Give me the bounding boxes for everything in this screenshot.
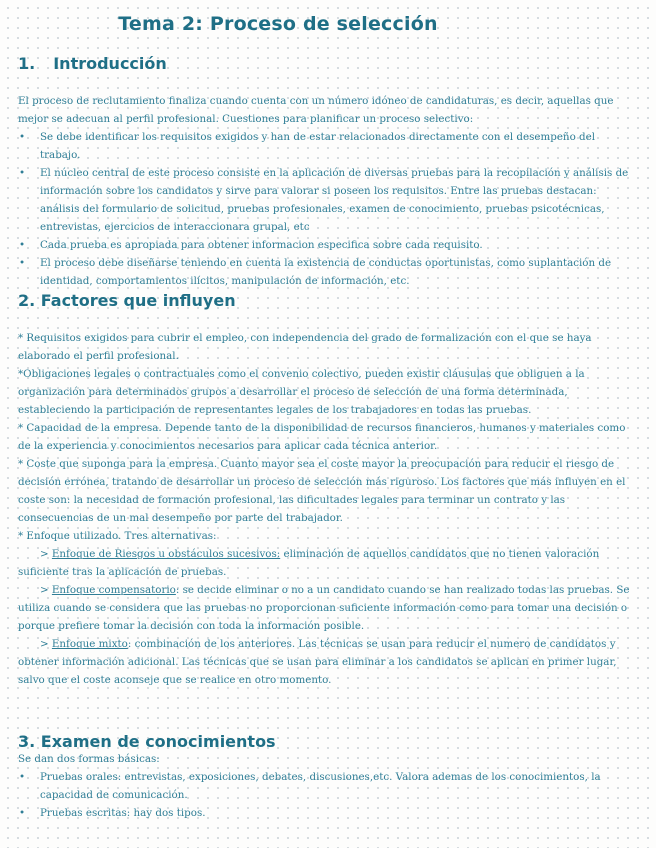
page-title: Tema 2: Proceso de selección <box>118 13 438 35</box>
enfoque-prefix: > <box>40 638 52 650</box>
introduccion-bullet-list <box>18 128 636 290</box>
enfoque-term: Enfoque mixto <box>51 638 128 650</box>
section-number: 1. <box>18 54 36 73</box>
introduccion-body <box>18 92 636 290</box>
section-heading-factores: 2. Factores que influyen <box>18 291 236 310</box>
enfoque-text: eliminación de aquellos candidatos que no tienen valoración suficiente tras la aplicación de pruebas. <box>18 548 600 578</box>
enfoque-item <box>18 581 636 635</box>
list-item: • Cada prueba es apropiada para obtener informacion especifica sobre cada requisito. <box>18 236 636 254</box>
examen-body <box>18 750 636 822</box>
enfoque-prefix: > <box>40 548 52 560</box>
examen-bullet-list <box>18 768 636 822</box>
introduccion-paragraph: El proceso de reclutamiento finaliza cuando cuenta con un número idóneo de candidaturas, es decir, aquellas que mejor se adecuan al perfil profesional. Cuestiones para planificar un proceso selectivo: <box>18 95 614 125</box>
enfoque-text: : combinación de los anteriores. Las técnicas se usan para reducir el numero de candidatos y obtener información adicional. Las técnicas que se usan para eliminar a los candidatos se aplican en primer lugar, salvo que el coste aconseje que se realice en otro momento. <box>18 638 617 686</box>
enfoque-prefix: > <box>40 584 52 596</box>
section-heading-examen: 3. Examen de conocimientos <box>18 732 276 751</box>
enfoque-item <box>18 635 636 689</box>
list-item: • El proceso debe diseñarse teniendo en cuenta la existencia de conductas oportunistas, como suplantación de identidad, comportamientos ilícitos, manipulación de información, etc. <box>18 254 636 290</box>
factor-item: * Coste que suponga para la empresa. Cuanto mayor sea el coste mayor la preocupación para reducir el riesgo de decisión errónea, tratando de desarrollar un proceso de selección más riguroso. Los factores que más influyen en el coste son: la necesidad de formación profesional, las dificultades legales para terminar un contrato y las consecuencias de un mal desempeño por parte del trabajador. <box>18 458 626 524</box>
list-item: • Pruebas escritas: hay dos tipos. <box>18 804 636 822</box>
list-item: • El núcleo central de este proceso consiste en la aplicación de diversas pruebas para la recopilación y análisis de información sobre los candidatos y sirve para valorar si poseen los requisitos. Entre las pruebas destacan: análisis del formulario de solicitud, pruebas profesionales, examen de conocimiento, pruebas psicotécnicas, entrevistas, ejercicios de interaccionara grupal, etc <box>18 164 636 236</box>
section-heading-introduccion <box>18 54 167 73</box>
factor-item: *Obligaciones legales o contractuales como el convenio colectivo, pueden existir cláusulas que obliguen a la organización para determinados grupos a desarrollar el proceso de selección de una forma determinada, estableciendo la participación de representantes legales de los trabajadores en todas las pruebas. <box>18 368 585 416</box>
section-title: Introducción <box>53 54 167 73</box>
enfoque-term: Enfoque de Riesgos u obstáculos sucesivos: <box>51 548 281 560</box>
list-item: • Se debe identificar los requisitos exigidos y han de estar relacionados directamente con el desempeño del trabajo. <box>18 128 636 164</box>
factor-item: * Requisitos exigidos para cubrir el empleo, con independencia del grado de formalización con el que se haya elaborado el perfil profesional. <box>18 332 592 362</box>
factor-item: * Enfoque utilizado. Tres alternativas: <box>18 530 217 542</box>
examen-intro: Se dan dos formas básicas: <box>18 753 160 765</box>
enfoque-item <box>18 545 636 581</box>
list-item: • Pruebas orales: entrevistas, exposiciones, debates, discusiones,etc. Valora ademas de los conocimientos, la capacidad de comunicación. <box>18 768 636 804</box>
enfoque-term: Enfoque compensatorio <box>51 584 176 596</box>
enfoque-text: : se decide eliminar o no a un candidato cuando se han realizado todas las pruebas. Se utiliza cuando se considera que las pruebas no proporcionan suficiente información como para tomar una decisión o porque prefiere tomar la decisión con toda la información posible. <box>18 584 630 632</box>
factores-body <box>18 329 636 689</box>
factor-item: * Capacidad de la empresa. Depende tanto de la disponibilidad de recursos financieros, humanos y materiales como de la experiencia y conocimientos necesarios para aplicar cada técnica anterior. <box>18 422 626 452</box>
